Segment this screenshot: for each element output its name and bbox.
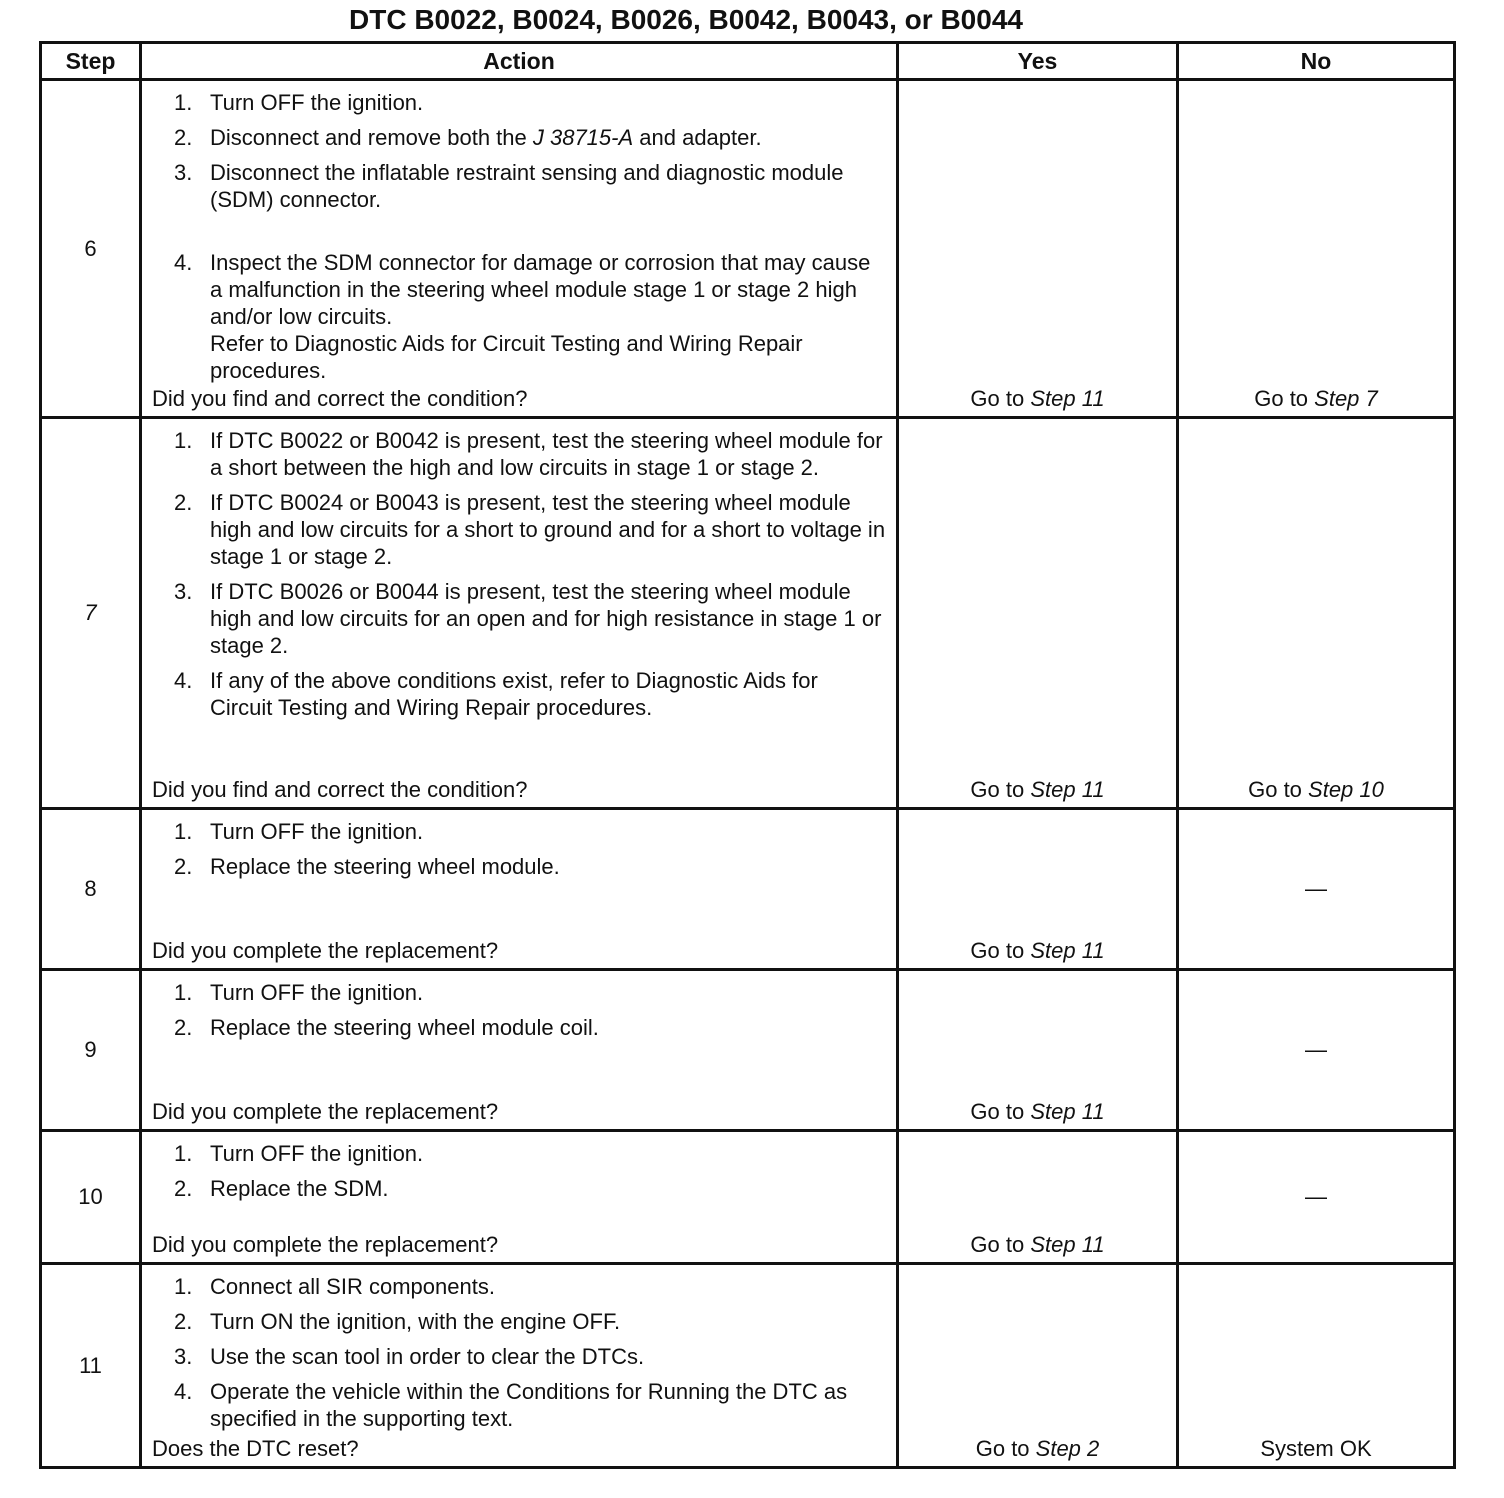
action-list (142, 971, 896, 1041)
item-text-post: and adapter. (633, 125, 762, 150)
list-item (174, 818, 886, 845)
diagnostic-table (39, 41, 1456, 1469)
yes-cell (898, 1131, 1178, 1264)
item-number: 1. (174, 1141, 193, 1166)
item-text: Use the scan tool in order to clear the DTCs. (210, 1344, 645, 1369)
action-list (142, 419, 896, 721)
item-text: If DTC B0024 or B0043 is present, test the steering wheel module high and low circuits for a short to ground and for a short to voltage in stage 1 or stage 2. (210, 490, 886, 569)
step-number: 7 (41, 418, 141, 809)
question-text: Did you find and correct the condition? (152, 386, 528, 411)
question-text: Did you find and correct the condition? (152, 777, 528, 802)
no-cell (1178, 1131, 1455, 1264)
answer-prefix: Go to (1248, 777, 1309, 802)
item-text: Operate the vehicle within the Conditions for Running the DTC as specified in the supporting text. (210, 1379, 848, 1431)
list-item (174, 1273, 886, 1300)
item-number: 2. (174, 1015, 193, 1040)
item-text-main: Inspect the SDM connector for damage or corrosion that may cause a malfunction in the steering wheel module stage 1 or stage 2 high and/or low circuits. (210, 250, 871, 329)
answer-prefix: Go to (970, 386, 1031, 411)
header-step: Step (41, 43, 141, 80)
step-number: 6 (41, 80, 141, 418)
item-number: 1. (174, 90, 193, 115)
yes-cell (898, 418, 1178, 809)
item-text: Disconnect the inflatable restraint sensing and diagnostic module (SDM) connector. (210, 160, 844, 212)
list-item (174, 159, 886, 213)
step-link[interactable]: Step 11 (1030, 777, 1105, 802)
document-title: DTC B0022, B0024, B0026, B0042, B0043, or B0044 (349, 4, 1023, 35)
no-cell (1178, 80, 1455, 418)
table-row-step-7 (41, 418, 1455, 809)
step-link[interactable]: Step 2 (1035, 1436, 1100, 1461)
action-cell (141, 970, 898, 1131)
item-number: 2. (174, 490, 193, 515)
item-text-pre: Disconnect and remove both the (210, 125, 533, 150)
item-number: 1. (174, 819, 193, 844)
item-number: 3. (174, 579, 193, 604)
action-cell (141, 418, 898, 809)
no-answer-dash: — (1305, 1037, 1327, 1062)
item-text-reference: Refer to Diagnostic Aids for Circuit Testing and Wiring Repair procedures. (210, 331, 803, 383)
yes-cell (898, 1264, 1178, 1468)
step-number: 8 (41, 809, 141, 970)
yes-answer (899, 1232, 1176, 1258)
tool-reference: J 38715-A (532, 125, 634, 150)
answer-prefix: Go to (975, 1436, 1036, 1461)
yes-answer (899, 1099, 1176, 1125)
no-answer-dash: — (1305, 1184, 1327, 1209)
item-number: 2. (174, 125, 193, 150)
list-item (174, 1175, 886, 1202)
list-item (174, 1308, 886, 1335)
item-text: Turn ON the ignition, with the engine OFF. (210, 1309, 621, 1334)
item-text: Turn OFF the ignition. (210, 980, 424, 1005)
question-text: Did you complete the replacement? (152, 938, 499, 963)
answer-prefix: Go to (1254, 386, 1315, 411)
item-number: 2. (174, 1309, 193, 1334)
item-text: Replace the steering wheel module coil. (210, 1015, 599, 1040)
step-link[interactable]: Step 11 (1030, 1232, 1105, 1257)
item-number: 3. (174, 1344, 193, 1369)
item-number: 4. (174, 250, 193, 275)
item-number: 2. (174, 854, 193, 879)
list-item (174, 249, 886, 384)
answer-prefix: Go to (970, 1099, 1031, 1124)
item-text: If any of the above conditions exist, refer to Diagnostic Aids for Circuit Testing and Wiring Repair procedures. (210, 668, 818, 720)
table-row-step-9 (41, 970, 1455, 1131)
item-text (210, 124, 886, 151)
step-link[interactable]: Step 10 (1308, 777, 1384, 802)
header-row (41, 43, 1455, 80)
step-link[interactable]: Step 11 (1030, 386, 1105, 411)
step-link[interactable]: Step 11 (1030, 938, 1105, 963)
action-cell (141, 809, 898, 970)
step-number: 9 (41, 970, 141, 1131)
action-cell (141, 1131, 898, 1264)
action-cell (141, 80, 898, 418)
item-text: If DTC B0026 or B0044 is present, test the steering wheel module high and low circuits for an open and for high resistance in stage 1 or stage 2. (210, 579, 882, 658)
list-item (174, 1343, 886, 1370)
action-list (142, 1132, 896, 1202)
item-text: If DTC B0022 or B0042 is present, test the steering wheel module for a short between the high and low circuits in stage 1 or stage 2. (210, 428, 883, 480)
action-cell (141, 1264, 898, 1468)
list-item (174, 89, 886, 116)
item-text: Replace the SDM. (210, 1176, 389, 1201)
answer-prefix: Go to (970, 938, 1031, 963)
item-text (210, 249, 886, 384)
step-number: 11 (41, 1264, 141, 1468)
yes-cell (898, 80, 1178, 418)
yes-answer (899, 777, 1176, 803)
list-item (174, 979, 886, 1006)
list-item (174, 1378, 886, 1432)
no-answer: System OK (1260, 1436, 1372, 1461)
list-item (174, 1140, 886, 1167)
action-list (142, 1265, 896, 1432)
item-number: 1. (174, 428, 193, 453)
header-yes: Yes (898, 43, 1178, 80)
item-text: Turn OFF the ignition. (210, 819, 424, 844)
item-number: 4. (174, 668, 193, 693)
list-item (174, 489, 886, 570)
item-text: Turn OFF the ignition. (210, 1141, 424, 1166)
item-text: Turn OFF the ignition. (210, 90, 424, 115)
list-item (174, 1014, 886, 1041)
no-cell (1178, 418, 1455, 809)
item-number: 1. (174, 1274, 193, 1299)
item-text: Connect all SIR components. (210, 1274, 495, 1299)
yes-answer (899, 386, 1176, 412)
yes-cell (898, 809, 1178, 970)
table-row-step-8 (41, 809, 1455, 970)
action-list (142, 81, 896, 384)
no-cell (1178, 809, 1455, 970)
no-answer (1179, 777, 1453, 803)
table-row-step-11 (41, 1264, 1455, 1468)
item-number: 3. (174, 160, 193, 185)
list-item (174, 853, 886, 880)
list-item (174, 578, 886, 659)
question-text: Did you complete the replacement? (152, 1232, 499, 1257)
step-link[interactable]: Step 11 (1030, 1099, 1105, 1124)
no-cell (1178, 970, 1455, 1131)
list-item (174, 124, 886, 151)
item-number: 1. (174, 980, 193, 1005)
no-cell (1178, 1264, 1455, 1468)
yes-cell (898, 970, 1178, 1131)
answer-prefix: Go to (970, 777, 1031, 802)
header-no: No (1178, 43, 1455, 80)
step-number: 10 (41, 1131, 141, 1264)
yes-answer (899, 938, 1176, 964)
header-action: Action (141, 43, 898, 80)
question-text: Did you complete the replacement? (152, 1099, 499, 1124)
question-text: Does the DTC reset? (152, 1436, 359, 1461)
action-list (142, 810, 896, 880)
table-row-step-10 (41, 1131, 1455, 1264)
list-item (174, 427, 886, 481)
item-text: Replace the steering wheel module. (210, 854, 560, 879)
yes-answer (899, 1436, 1176, 1462)
step-link[interactable]: Step 7 (1314, 386, 1378, 411)
no-answer (1179, 386, 1453, 412)
item-number: 4. (174, 1379, 193, 1404)
list-item (174, 667, 886, 721)
answer-prefix: Go to (970, 1232, 1031, 1257)
item-number: 2. (174, 1176, 193, 1201)
no-answer-dash: — (1305, 876, 1327, 901)
table-row-step-6 (41, 80, 1455, 418)
